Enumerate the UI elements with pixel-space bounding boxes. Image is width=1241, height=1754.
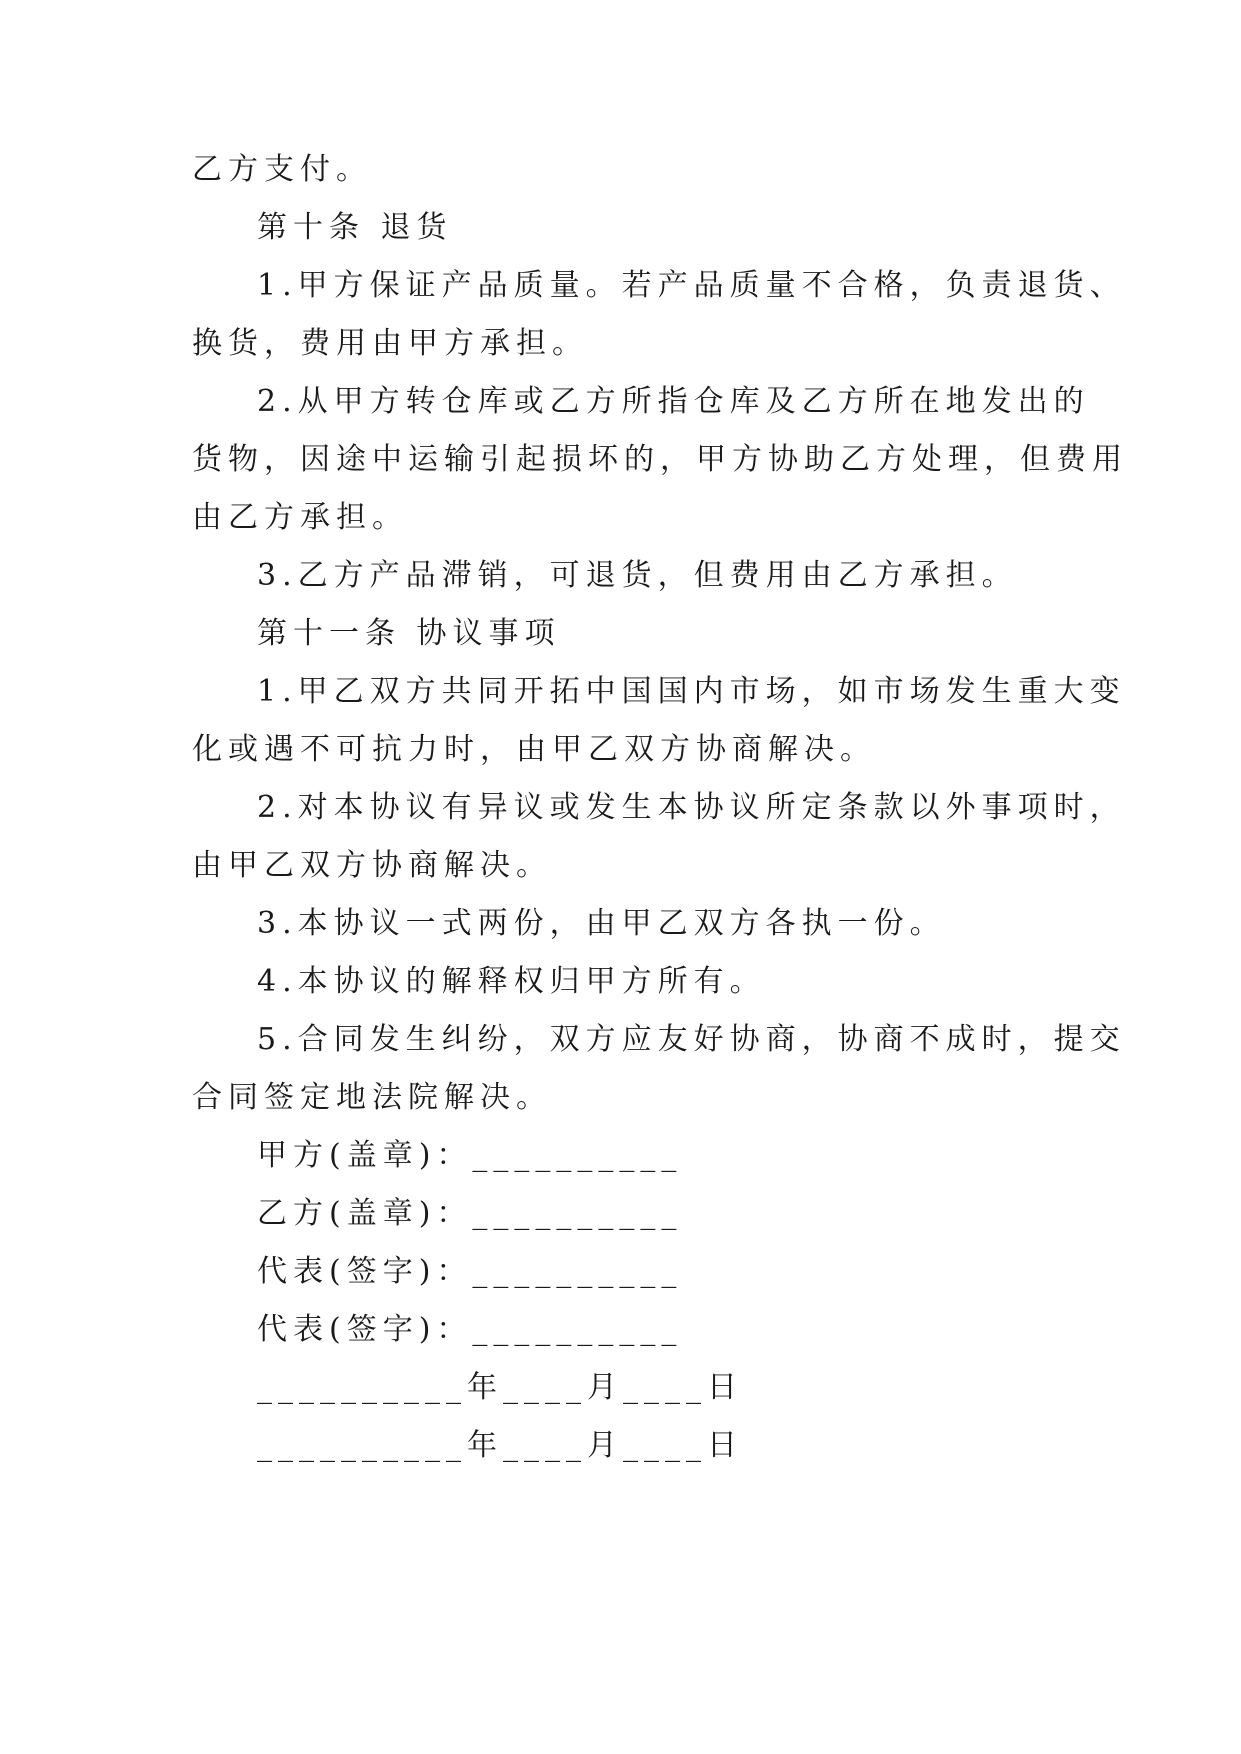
- paragraph-line: 由乙方承担。: [192, 500, 408, 535]
- paragraph-line: 3.乙方产品滞销，可退货，但费用由乙方承担。: [257, 558, 1018, 593]
- party-a-seal-line: 甲方(盖章)：__________: [257, 1138, 683, 1173]
- paragraph-line: 2.对本协议有异议或发生本协议所定条款以外事项时，: [257, 790, 1126, 825]
- paragraph-line: 3.本协议一式两份，由甲乙双方各执一份。: [257, 906, 946, 941]
- article-heading: 第十条 退货: [257, 210, 453, 245]
- article-heading: 第十一条 协议事项: [257, 616, 561, 651]
- party-b-seal-line: 乙方(盖章)：__________: [257, 1196, 683, 1231]
- paragraph-line: 1.甲乙双方共同开拓中国国内市场，如市场发生重大变: [257, 674, 1126, 709]
- representative-signature-line: 代表(签字)：__________: [257, 1312, 683, 1347]
- paragraph-line: 货物，因途中运输引起损坏的，甲方协助乙方处理，但费用: [192, 442, 1128, 477]
- paragraph-line: 5.合同发生纠纷，双方应友好协商，协商不成时，提交: [257, 1022, 1126, 1057]
- paragraph-line: 1.甲方保证产品质量。若产品质量不合格，负责退货、: [257, 268, 1126, 303]
- paragraph-line: 2.从甲方转仓库或乙方所指仓库及乙方所在地发出的: [257, 384, 1090, 419]
- paragraph-line: 换货，费用由甲方承担。: [192, 326, 588, 361]
- paragraph-line: 合同签定地法院解决。: [192, 1080, 552, 1115]
- paragraph-line: 由甲乙双方协商解决。: [192, 848, 552, 883]
- paragraph-line: 乙方支付。: [192, 152, 372, 187]
- paragraph-line: 4.本协议的解释权归甲方所有。: [257, 964, 766, 999]
- representative-signature-line: 代表(签字)：__________: [257, 1254, 683, 1289]
- date-line: __________年____月____日: [257, 1428, 743, 1463]
- date-line: __________年____月____日: [257, 1370, 743, 1405]
- paragraph-line: 化或遇不可抗力时，由甲乙双方协商解决。: [192, 732, 876, 767]
